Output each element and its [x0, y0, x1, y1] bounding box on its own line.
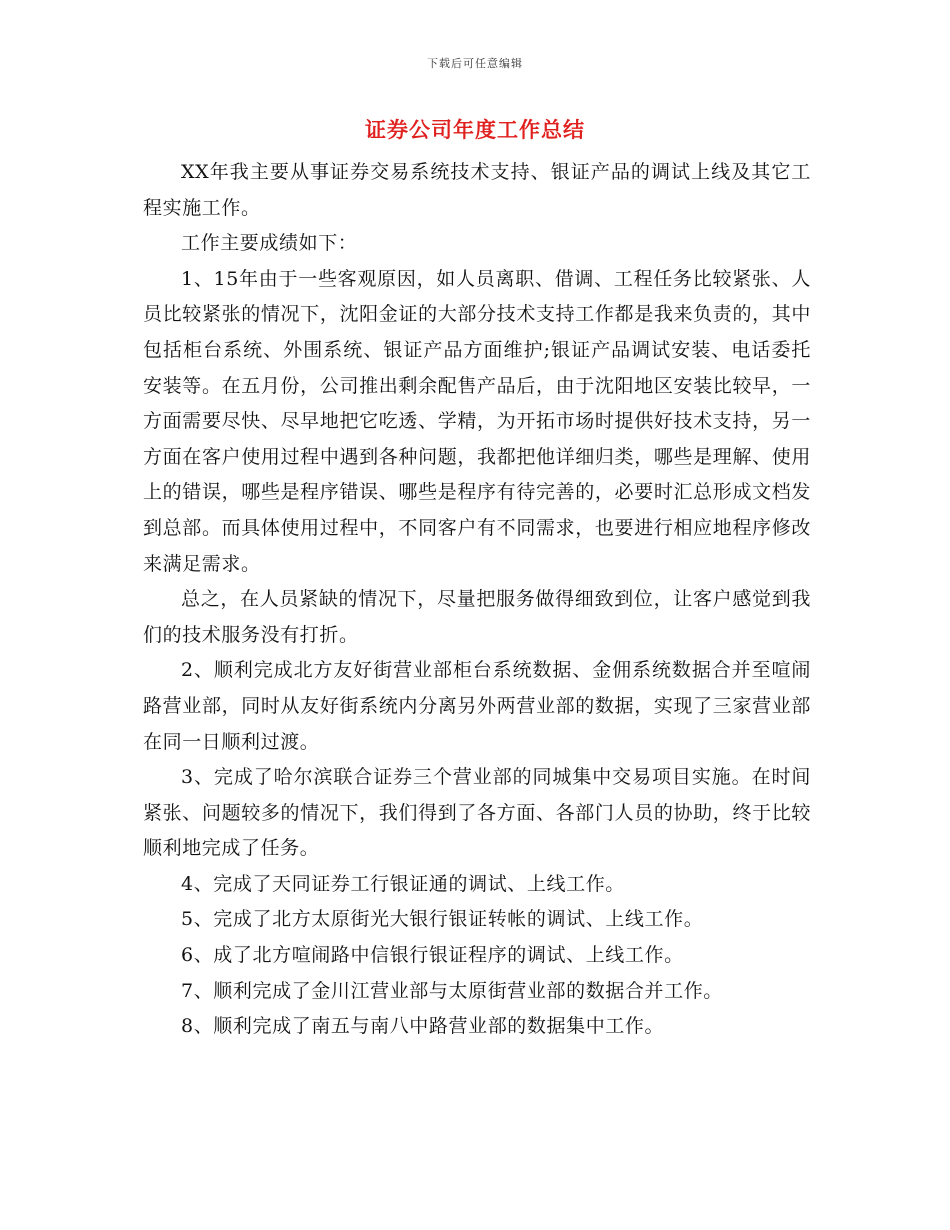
document-title: 证券公司年度工作总结: [365, 117, 585, 142]
header-note: 下载后可任意编辑: [427, 57, 523, 70]
paragraph-achievements-heading: 工作主要成绩如下：: [181, 232, 358, 255]
paragraph-summary: 总之，在人员紧缺的情况下，尽量把服务做得细致到位，让客户感觉到我们的技术服务没有打折。: [143, 588, 811, 646]
paragraph-item-8: 8、顺利完成了南五与南八中路营业部的数据集中工作。: [181, 1015, 665, 1038]
paragraph-item-2: 2、顺利完成北方友好街营业部柜台系统数据、金佣系统数据合并至喧闹路营业部，同时从友好街系统内分离另外两营业部的数据，实现了三家营业部在同一日顺利过渡。: [143, 659, 811, 753]
paragraph-intro: XX年我主要从事证券交易系统技术支持、银证产品的调试上线及其它工程实施工作。: [143, 161, 811, 219]
document-body: [143, 155, 811, 1045]
paragraph-item-6: 6、成了北方喧闹路中信银行银证程序的调试、上线工作。: [181, 944, 684, 967]
paragraph-item-5: 5、完成了北方太原街光大银行银证转帐的调试、上线工作。: [181, 908, 704, 931]
paragraph-item-7: 7、顺利完成了金川江营业部与太原街营业部的数据合并工作。: [181, 979, 723, 1002]
paragraph-item-1: 1、15年由于一些客观原因，如人员离职、借调、工程任务比较紧张、人员比较紧张的情况下，沈阳金证的大部分技术支持工作都是我来负责的，其中包括柜台系统、外围系统、银证产品方面维护;银证产品调试安装、电话委托安装等。在五月份，公司推出剩余配售产品后，由于沈阳地区安装比较早，一方面需要尽快、尽早地把它吃透、学精，为开拓市场时提供好技术支持，另一方面在客户使用过程中遇到各种问题，我都把他详细归类，哪些是理解、使用上的错误，哪些是程序错误、哪些是程序有待完善的，必要时汇总形成文档发到总部。而具体使用过程中，不同客户有不同需求，也要进行相应地程序修改来满足需求。: [143, 267, 811, 575]
paragraph-item-3: 3、完成了哈尔滨联合证券三个营业部的同城集中交易项目实施。在时间紧张、问题较多的情况下，我们得到了各方面、各部门人员的协助，终于比较顺利地完成了任务。: [143, 766, 811, 860]
paragraph-item-4: 4、完成了天同证券工行银证通的调试、上线工作。: [181, 872, 625, 895]
